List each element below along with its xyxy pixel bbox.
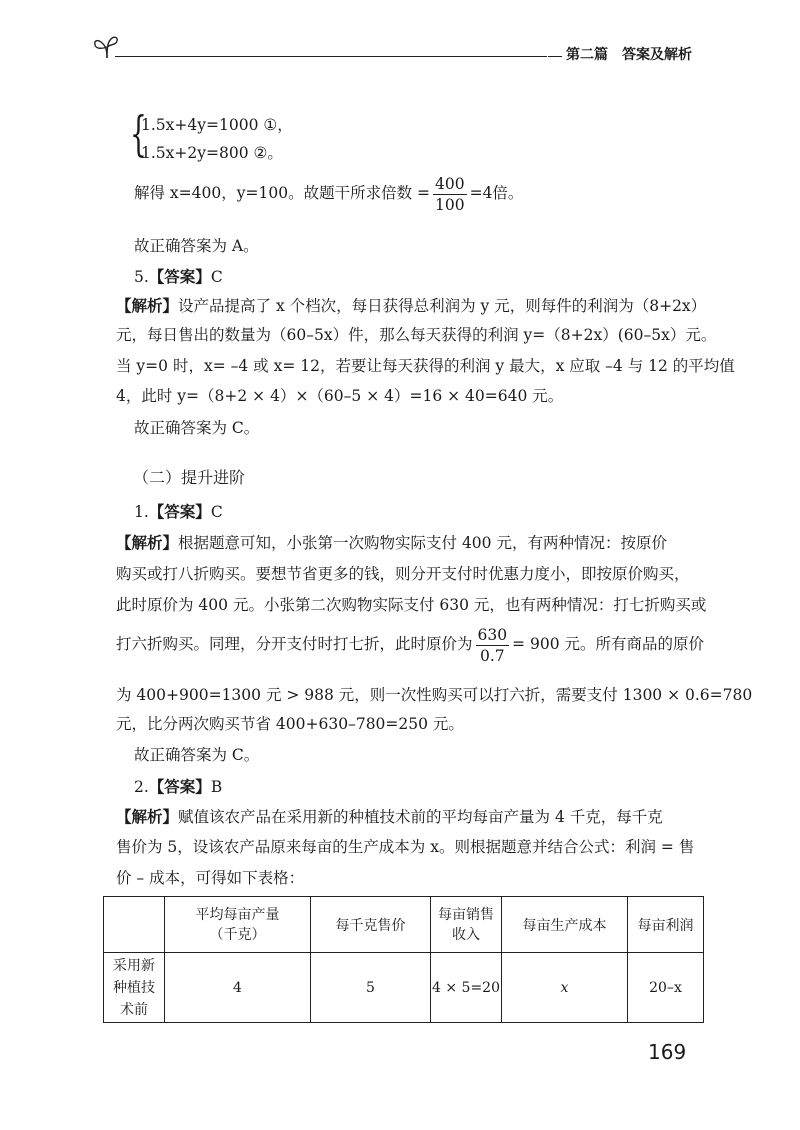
q5-conclusion: 故正确答案为 C。: [134, 419, 260, 437]
p1-line4-prefix: 打六折购买。同理，分开支付时打七折，此时原价为: [116, 635, 473, 653]
p1-analysis-line1: [116, 531, 667, 553]
p2-analysis-line1: [116, 805, 663, 827]
p1-frac-den: 0.7: [479, 646, 505, 665]
table-cell: 20–x: [628, 953, 704, 1023]
table-row: [104, 953, 704, 1023]
p1-line4-suffix: = 900 元。所有商品的原价: [512, 635, 705, 653]
p1-frac-num: 630: [477, 625, 508, 644]
p1-conclusion: 故正确答案为 C。: [134, 746, 260, 764]
q5-analysis-line1: [116, 294, 706, 316]
p2-answer: [134, 775, 222, 797]
data-table: [103, 896, 704, 1023]
equation-2: 1.5x+2y=800 ②。: [141, 144, 283, 162]
p1-fraction: [476, 625, 510, 666]
p1-answer-num: 1.: [134, 503, 149, 521]
p1-analysis-line4: [116, 622, 704, 666]
q5-analysis-line2: 元，每日售出的数量为（60–5x）件，那么每天获得的利润 y=（8+2x）(60–5x）元。: [116, 326, 717, 344]
table-header-cell: [104, 897, 165, 953]
p2-analysis-line3: 价 – 成本，可得如下表格：: [116, 869, 305, 887]
p1-answer-value: C: [210, 503, 223, 521]
table-header-cell: 平均每亩产量（千克）: [165, 897, 311, 953]
p2-analysis-tag: 【解析】: [116, 808, 179, 826]
p2-answer-num: 2.: [134, 778, 149, 796]
p2-answer-value: B: [210, 778, 223, 796]
p1-analysis-line2: 购买或打八折购买。要想节省更多的钱，则分开支付时优惠力度小，即按原价购买，: [116, 565, 690, 583]
q5-answer-num: 5.: [134, 268, 149, 286]
p1-answer: [134, 500, 223, 522]
q4-solution: [134, 172, 523, 215]
q4-frac-den: 100: [434, 195, 465, 214]
q5-answer: [134, 265, 223, 287]
q5-answer-value: C: [210, 268, 223, 286]
p1-analysis-line3: 此时原价为 400 元。小张第二次购物实际支付 630 元，也有两种情况：打七折购买或: [116, 596, 707, 614]
equation-brace: {: [130, 106, 147, 162]
q5-analysis-tag: 【解析】: [116, 297, 179, 315]
table-cell: 4 × 5=20: [431, 953, 502, 1023]
p1-analysis-line6: 元，比分两次购买节省 400+630–780=250 元。: [116, 715, 464, 733]
header-rule-end: [548, 56, 562, 57]
q5-analysis-line4: 4，此时 y=（8+2 × 4）×（60–5 × 4）=16 × 40=640 元。: [116, 387, 564, 405]
p2-line1-text: 赋值该农产品在采用新的种植技术前的平均每亩产量为 4 千克，每千克: [178, 808, 663, 826]
table-cell: 5: [311, 953, 431, 1023]
q4-solve-prefix: 解得 x=400，y=100。故题干所求倍数 =: [134, 184, 430, 202]
q4-frac-num: 400: [434, 174, 465, 193]
header-title: 第二篇 答案及解析: [566, 47, 692, 63]
p2-analysis-line2: 售价为 5，设该农产品原来每亩的生产成本为 x。则根据题意并结合公式：利润 = 售: [116, 838, 695, 856]
q4-solve-suffix: =4倍。: [469, 184, 524, 202]
table-header-cell: 每亩生产成本: [502, 897, 628, 953]
p1-analysis-tag: 【解析】: [116, 534, 179, 552]
page-number: 169: [648, 1040, 687, 1064]
p1-analysis-line5: 为 400+900=1300 元 > 988 元，则一次性购买可以打六折，需要支付 1300 × 0.6=780: [116, 686, 753, 704]
table-cell: x: [502, 953, 628, 1023]
q4-conclusion: 故正确答案为 A。: [134, 237, 259, 255]
p2-answer-tag: 【答案】: [148, 778, 211, 796]
equation-1: 1.5x+4y=1000 ①，: [141, 116, 293, 134]
section-title: （二）提升进阶: [133, 468, 246, 487]
table-header-cell: 每千克售价: [311, 897, 431, 953]
table-row-label: 采用新种植技术前: [104, 953, 165, 1023]
table-header-cell: 每亩利润: [628, 897, 704, 953]
table-header-row: [104, 897, 704, 953]
table-header-cell: 每亩销售收入: [431, 897, 502, 953]
header-rule: [115, 56, 547, 57]
q4-fraction: [433, 174, 467, 215]
table-cell: 4: [165, 953, 311, 1023]
q5-analysis-line3: 当 y=0 时，x= –4 或 x= 12，若要让每天获得的利润 y 最大，x 应取 –4 与 12 的平均值: [116, 357, 735, 375]
p1-line1-text: 根据题意可知，小张第一次购物实际支付 400 元，有两种情况：按原价: [178, 534, 667, 552]
p1-answer-tag: 【答案】: [148, 503, 211, 521]
q5-answer-tag: 【答案】: [148, 268, 211, 286]
q5-line1-text: 设产品提高了 x 个档次，每日获得总利润为 y 元，则每件的利润为（8+2x）: [178, 297, 707, 315]
